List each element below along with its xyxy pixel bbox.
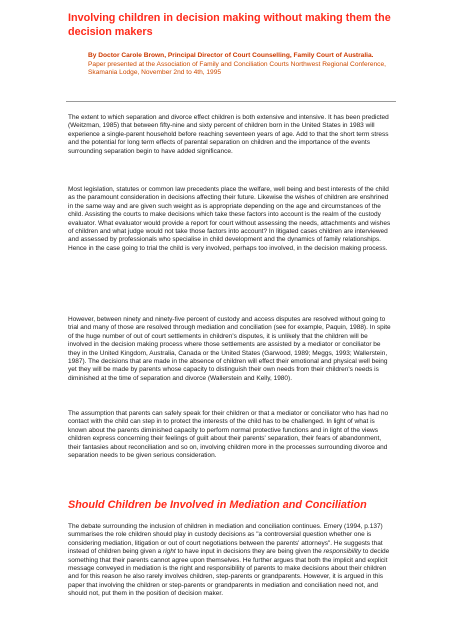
section-paragraph	[68, 523, 392, 599]
paragraph-1: The extent to which separation and divorce effect children is both extensive and intensive. It has been predicted (Weitzman, 1985) that between fifty-nine and sixty percent of children born in the United States in 1983 will experience a single-parent household before reaching seventeen years of age. Add to that the short term stress and the potential for long term effects of parental separation on children and the importance of the events surrounding separation begin to have added significance.	[68, 114, 389, 155]
byline	[88, 52, 388, 78]
presentation-note: Paper presented at the Association of Family and Conciliation Courts Northwest Regional Conference, Skamania Lodge, November 2nd to 4th, 1995	[88, 60, 386, 77]
author-affiliation: By Doctor Carole Brown, Principal Director of Court Counselling, Family Court of Australia.	[88, 52, 374, 59]
section-text-part3: to decide something that their parents cannot agree upon themselves. He further argues that both the implicit and explicit message conveyed in mediation is the right and responsibility of parents to make decisions about their children and for this reason he also rarely involves children, step-parents or grandparents. However, it is argued in this paper that involving the children or step-parents or grandparents in mediation and conciliation need not, and should not, put them in the position of decision maker.	[68, 548, 390, 598]
section-heading: Should Children be Involved in Mediation and Conciliation	[68, 499, 367, 511]
emphasis-right: right	[163, 548, 176, 556]
horizontal-rule	[66, 101, 396, 102]
paragraph-2: Most legislation, statutes or common law precedents place the welfare, well being and best interests of the child as the paramount consideration in decisions affecting their future. Likewise the wishes of children are enshrined in the same way and are given such weight as is appropriate depending on the age and circumstances of the child. Assisting the courts to make decisions which take these factors into account is the realm of the custody evaluator. What evaluator would provide a report for court without assessing the needs, attachments and wishes of children and what judge would not take those factors into account? In litigated cases children are interviewed and assessed by professionals who specialise in child development and the dynamics of family relationships. Hence in the case going to trial the child is very involved, perhaps too involved, in the decision making process.	[68, 186, 391, 252]
section-text-part2: to have input in decisions they are being given the	[175, 548, 324, 556]
emphasis-responsibility: responsibility	[323, 548, 362, 556]
paragraph-3: However, between ninety and ninety-five percent of custody and access disputes are resolved without going to trial and many of those are resolved through mediation and conciliation (see for example, Paquin, 1988). In spite of the huge number of out of court settlements in children's disputes, it is unlikely that the children will be involved in the decision making process where those settlements are assisted by a mediator or conciliator be they in the United Kingdom, Australia, Canada or the United States (Garwood, 1989; Meggs, 1993; Wallerstein, 1987). The decisions that are made in the absence of children will effect their emotional and physical well being yet they will be made by parents whose capacity to distinguish their own needs from their children's needs is diminished at the time of separation and divorce (Wallerstein and Kelly, 1980).	[68, 316, 391, 382]
document-title: Involving children in decision making without making them the decision makers	[68, 12, 391, 38]
section-text-part1: The debate surrounding the inclusion of children in mediation and conciliation continues. Emery (1994, p.137) summarises the role children should play in custody decisions as "a controversial question whether one is considering mediation, litigation or out of court negotiations between the parents' attorneys". He suggests that instead of children being given a	[68, 523, 383, 556]
paragraph-4: The assumption that parents can safely speak for their children or that a mediator or conciliator who has had no contact with the child can step in to protect the interests of the child has to be challenged. In light of what is known about the parents diminished capacity to perform normal protective functions and in light of the views children express concerning their feelings of guilt about their parents' separation, their fears of abandonment, their fantasies about reconciliation and so on, involving children more in the processes surrounding divorce and separation needs to be given serious consideration.	[68, 410, 389, 460]
